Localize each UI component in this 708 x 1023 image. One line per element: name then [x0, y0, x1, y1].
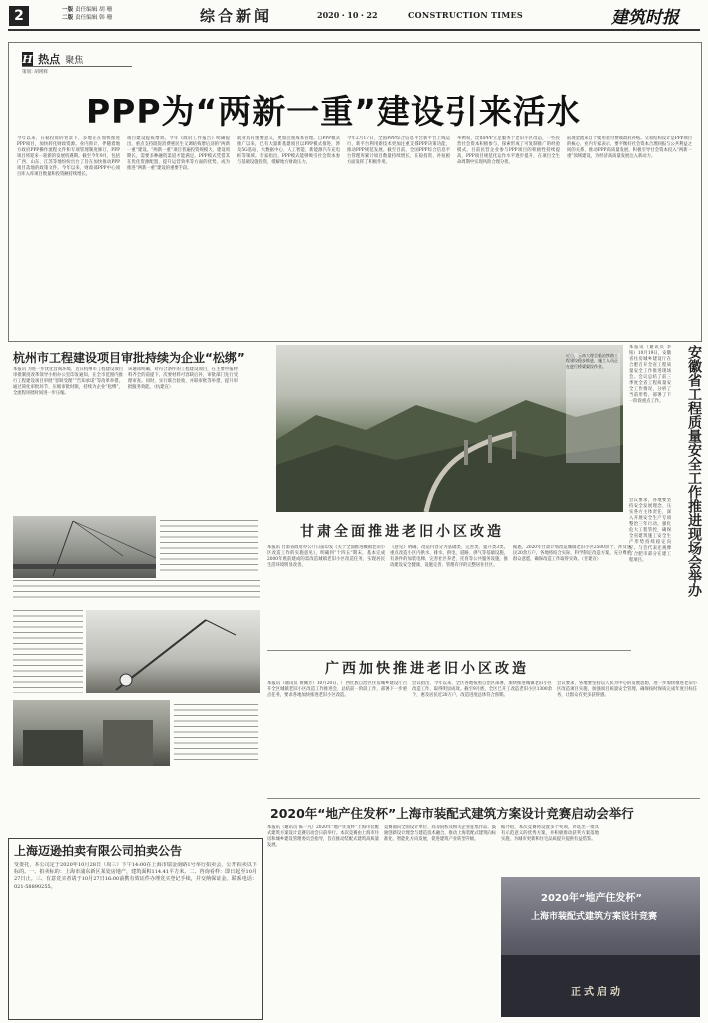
feature-headline: PPP为“两新一重”建设引来活水	[86, 92, 581, 131]
shanghai-col-1: 本报讯（通讯员 陈一凡）2020年“地产住发杯”上海市装配式建筑方案设计竞赛启动会日前举行。本次竞赛由上海市住房和城乡建设管理委员会指导，旨在推动装配式建筑高质量发展。	[267, 825, 379, 848]
feature-col-1: 今年以来，在稳投资的背景下，多地正在加快推进PPP项目，加快转化财政资源。业内预计，伴随着地方政府PPP操作流程文件和专项管理制度修订，PPP项目将迎来一轮新的发展机遇期。截至今年9月，包括广西、山东、江苏等地纷纷出台了旨在加快推动PPP项目落地的政策文件。今年以来，财政部PPP中心项目库入库项目数量和投资额持续增长。	[17, 136, 120, 177]
feature-col-4: 今年2月17日，全国PPP综合信息平台新平台上线运行，新平台利用新技术更加注重支撑PPP决策功能，推动PPP规范发展。截至目前，全国PPP综合信息平台管理库累计项目数量持续增长，在稳投资、补短板方面发挥了积极作用。	[347, 136, 450, 165]
event-banner-2: 上海市装配式建筑方案设计竞赛	[531, 912, 658, 922]
feature-col-5: 举例说，比如PPP立足服务于老旧小区改造，一些民营社会资本积极参与，探索形成了可复制推广的经验模式。目前民营企业参与PPP项目的积极性持续提高，PPP项目规范化运作水平逐步提升，在项目全生命周期中实现风险合理分担。	[457, 136, 560, 165]
feature-tag-text: 热点	[38, 53, 61, 66]
anhui-title: 安徽省工程质量安全工作推进现场会举办	[686, 345, 702, 597]
edition-line1-desc: 责任编辑 胡 珊	[74, 7, 113, 13]
gansu-col-3: 据悉，2020年甘肃计划改造城镇老旧小区2500余个，涉及居民20余万户。各地将结合实际，科学制定改造方案，充分尊重群众意愿，确保改造工作取得实效。（甘建宣）	[513, 545, 631, 562]
bridge-caption	[160, 520, 258, 575]
masthead	[0, 0, 708, 34]
edition-line2-desc: 责任编辑 韩 珊	[74, 15, 113, 21]
auction-title: 上海迈逊拍卖有限公司拍卖公告	[14, 844, 183, 858]
issue-date: 2020・10・22	[317, 10, 378, 20]
crane-art	[86, 610, 260, 693]
feature-tag-sub: 聚焦	[65, 56, 84, 66]
construction-caption-2	[174, 704, 258, 762]
feature-col-6: 前现金流来自于使用者付费或政府补贴。交易结构设计是PPP项目的核心，业内专家表示，要平衡好社会资本合理回报与公共利益之间的关系，推动PPP高质量发展，积极引导社会资本投入“两新一重”领域建设，为经济高质量发展注入新动力。	[567, 136, 692, 159]
event-photo	[501, 877, 700, 1017]
gansu-col-2: 《意见》明确，改造内容分为基础类、完善类、提升类3类。重点改造小区内供水、排水、供电、道路、供气等基础设施，有条件的加装电梯，完善社区养老、托育等公共服务设施，推动建设安全健康、设施完善、管理有序的完整居住社区。	[390, 545, 508, 568]
feature-col-3: 就业具有重要意义，更加注重成本管理。自PPP模式推广以来，已有大量新基建项目以PPP模式推进，涉及5G基站、大数据中心、人工智能、新能源汽车充电桩等领域。专家指出，PPP模式能够吸引社会资本参与基础设施投资，缓解地方财政压力。	[237, 136, 340, 165]
guangxi-col-1: 本报讯（通讯员 黄佩芳）10月20日，广西壮族自治区住房城乡建设厅召开全区城镇老旧小区改造工作推进会，总结前一阶段工作，部署下一步重点任务，要求各地加快推进老旧小区改造。	[267, 681, 407, 698]
guangxi-col-2: 会议指出，今年以来，全区各地按照自治区部署，加快推进城镇老旧小区改造工作，取得明显成效。截至9月底，全区已开工改造老旧小区1300余个，惠及居民近20万户，改造进度总体符合预期。	[412, 681, 552, 698]
page-number: 2	[9, 6, 29, 26]
hangzhou-col-1: 本报讯 为进一步优化营商环境，近日杭州市工程建设项目审批制度改革领导小组办公室印发通知，在全市范围内推行工程建设项目审批“容缺受理”“告知承诺”等改革举措。通过简化审批环节、压缩审批时限，持续为企业“松绑”，全流程审批时间进一步压缩。	[13, 367, 123, 396]
event-stage-text: 正式启动	[571, 987, 623, 998]
construction-photo-1	[86, 610, 260, 693]
section-title: 综合新闻	[200, 7, 273, 25]
anhui-col-2: 会议要求，各地要坚持安全发展理念，压实各方主体责任，深入开展安全生产专项整治三年行动，强化危大工程管控，确保全省建筑施工安全生产形势持续稳定向好。与会代表还观摩了合肥市部分在建工程项目。	[629, 498, 671, 563]
shanghai-col-3: 据介绍，本次竞赛将设置多个奖项，评选出一批具有示范意义的优秀方案，并积极推动获奖方案落地实施，为城市更新和住宅品质提升提供有益借鉴。	[501, 825, 599, 842]
guangxi-col-3: 会议要求，各地要坚持以人民为中心的发展思想，进一步加快推进老旧小区改造项目实施，加强项目质量安全管理，确保按时保质完成年度目标任务，让群众有更多获得感。	[557, 681, 697, 698]
anhui-col-1: 本报讯（通讯员 李铭）10月19日，安徽省住房城乡建设厅在合肥召开全省工程质量安全工作推进现场会。会议总结了前三季度全省工程质量安全工作情况，分析了当前形势，部署了下一阶段重点工作。	[629, 345, 671, 404]
hangzhou-col-2: 该通知明确，对符合条件的工程建设项目，在主要申报材料齐全的前提下，次要材料可容缺后补，审批部门先行受理审查。同时，实行联合验收、并联审批等举措，提升审批服务效能。（杭建宣）	[128, 367, 238, 390]
feature-col-2: 项目建设提质增效。今年《政府工作报告》明确提出，重点支持既促消费惠民生又调结构增后劲的“两新一重”建设。“两新一重”项目普遍投资规模大、建设周期长，需要多种融资渠道才能满足。PPP模式凭借其在优化资源配置、提升运营效率等方面的优势，成为推进“两新一重”建设的重要手段。	[127, 136, 230, 171]
edition-line1: 一版	[62, 7, 74, 13]
paper-logo: 建筑时报	[611, 8, 679, 28]
shanghai-col-2: 竞赛面向全国设计单位、高等院校及相关企业征集作品，鼓励创新设计理念与建造技术融合，推动上海装配式建筑向标准化、智能化方向发展，促进建筑产业转型升级。	[384, 825, 496, 842]
guangxi-title: 广西加快推进老旧小区改造	[325, 661, 529, 677]
railway-photo	[276, 345, 623, 512]
paper-name-en: CONSTRUCTION TIMES	[408, 10, 523, 20]
hangzhou-title: 杭州市工程建设项目审批持续为企业“松绑”	[13, 351, 245, 365]
edition-line2: 二版	[62, 15, 74, 21]
feature-tag	[22, 48, 83, 66]
gansu-col-1: 本报讯 甘肃省政府办公厅日前印发《关于全面推进城镇老旧小区改造工作的实施意见》，明确到“十四五”期末，基本完成2000年底前建成的需改造城镇老旧小区改造任务，实现居民生活环境明显改善。	[267, 545, 385, 568]
shanghai-title: 2020年“地产住发杯”上海市装配式建筑方案设计竞赛启动会举行	[270, 806, 634, 821]
construction-caption-1	[13, 610, 83, 693]
auction-body: 受委托，本公司定于2020年10月28日（周三）下午14:00在上海市瑞金南路1号举行拍卖会，公开拍卖以下标的。一、拍卖标的：上海市浦东新区某处房地产，建筑面积114.41平方米。二、咨询看样：即日起至10月27日止。三、有意竞买者请于10月27日16:00前携有效证件办理竞买登记手续，并交纳保证金。联系电话：021-58890255。	[14, 862, 257, 890]
event-banner-1: 2020年“地产住发杯”	[541, 893, 642, 904]
gansu-title: 甘肃全面推进老旧小区改造	[300, 524, 504, 540]
feature-editor: 策划: 胡瑛辉	[22, 70, 48, 75]
bridge-caption-lines	[13, 580, 260, 602]
auction-notice	[8, 838, 263, 1020]
railway-caption: 近日，云南大理至临沧铁路工程建设稳步推进，施工人员正在进行桥梁架设作业。	[566, 353, 620, 463]
feature-tag-h: H	[22, 53, 33, 66]
